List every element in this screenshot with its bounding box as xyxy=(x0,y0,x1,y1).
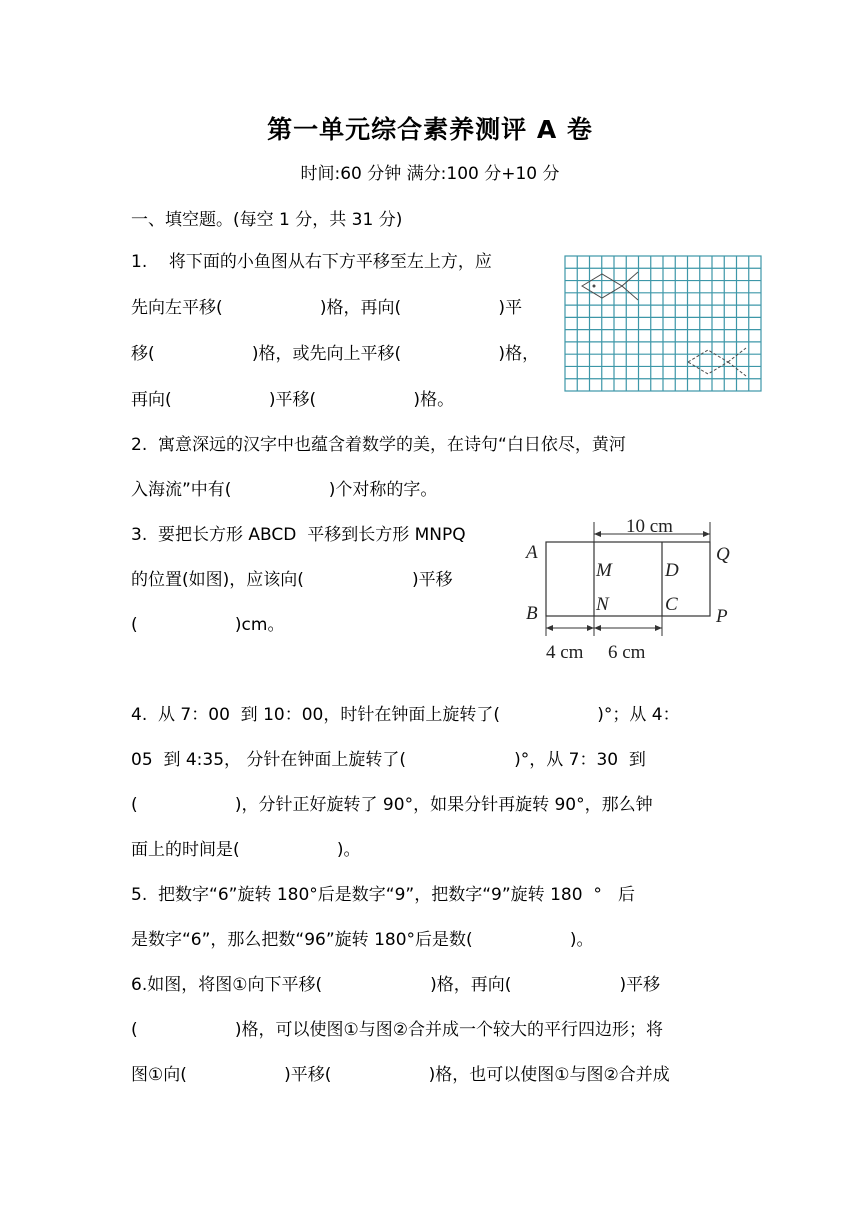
grid-lines xyxy=(565,256,761,391)
q6-line-2: ( )格，可以使图①与图②合并成一个较大的平行四边形；将 xyxy=(131,1020,664,1040)
q1-line-3: 移( )格，或先向上平移( )格， xyxy=(131,344,540,364)
q3-line-2: 的位置(如图)，应该向( )平移 xyxy=(131,570,453,590)
q1-line-4: 再向( )平移( )格。 xyxy=(131,390,455,410)
fish-grid-figure xyxy=(564,254,764,394)
q4-line-2: 05 到 4:35， 分针在钟面上旋转了( )°，从 7：30 到 xyxy=(131,750,646,770)
q4-line-3: ( )，分针正好旋转了 90°，如果分针再旋转 90°，那么钟 xyxy=(131,795,653,815)
fish-shape-lower-right xyxy=(688,348,746,376)
label-Q: Q xyxy=(716,544,730,565)
label-C: C xyxy=(665,594,678,615)
dimension-bottom-left: 4 cm xyxy=(546,642,584,663)
outer-rectangle xyxy=(546,542,710,616)
rectangle-translation-figure xyxy=(520,512,750,670)
label-N: N xyxy=(596,594,609,615)
q2-line-2: 入海流”中有( )个对称的字。 xyxy=(131,480,438,500)
q5-line-2: 是数字“6”，那么把数“96”旋转 180°后是数( )。 xyxy=(131,930,594,950)
exam-info: 时间:60 分钟 满分:100 分+10 分 xyxy=(300,164,560,184)
dimension-top: 10 cm xyxy=(626,516,673,537)
q1-line-1: 1. 将下面的小鱼图从右下方平移至左上方，应 xyxy=(131,252,492,272)
label-B: B xyxy=(526,603,538,624)
q6-line-3: 图①向( )平移( )格，也可以使图①与图②合并成 xyxy=(131,1065,670,1085)
section-heading: 一、填空题。(每空 1 分，共 31 分) xyxy=(131,210,403,230)
q4-line-1: 4. 从 7：00 到 10：00，时针在钟面上旋转了( )°；从 4： xyxy=(131,705,680,725)
q4-line-4: 面上的时间是( )。 xyxy=(131,840,361,860)
q6-line-1: 6.如图，将图①向下平移( )格，再向( )平移 xyxy=(131,975,661,995)
q1-line-2: 先向左平移( )格，再向( )平 xyxy=(131,298,523,318)
page-title: 第一单元综合素养测评 A 卷 xyxy=(267,115,593,144)
q3-line-3: ( )cm。 xyxy=(131,615,285,635)
label-M: M xyxy=(596,560,612,581)
q5-line-1: 5. 把数字“6”旋转 180°后是数字“9”，把数字“9”旋转 180 ° 后 xyxy=(131,885,636,905)
q3-line-1: 3. 要把长方形 ABCD 平移到长方形 MNPQ xyxy=(131,525,466,545)
fish-shape-upper-left xyxy=(582,272,638,300)
label-A: A xyxy=(526,542,538,563)
dimension-bottom-right: 6 cm xyxy=(608,642,646,663)
label-P: P xyxy=(716,606,728,627)
label-D: D xyxy=(665,560,679,581)
q2-line-1: 2. 寓意深远的汉字中也蕴含着数学的美，在诗句“白日依尽，黄河 xyxy=(131,435,626,455)
